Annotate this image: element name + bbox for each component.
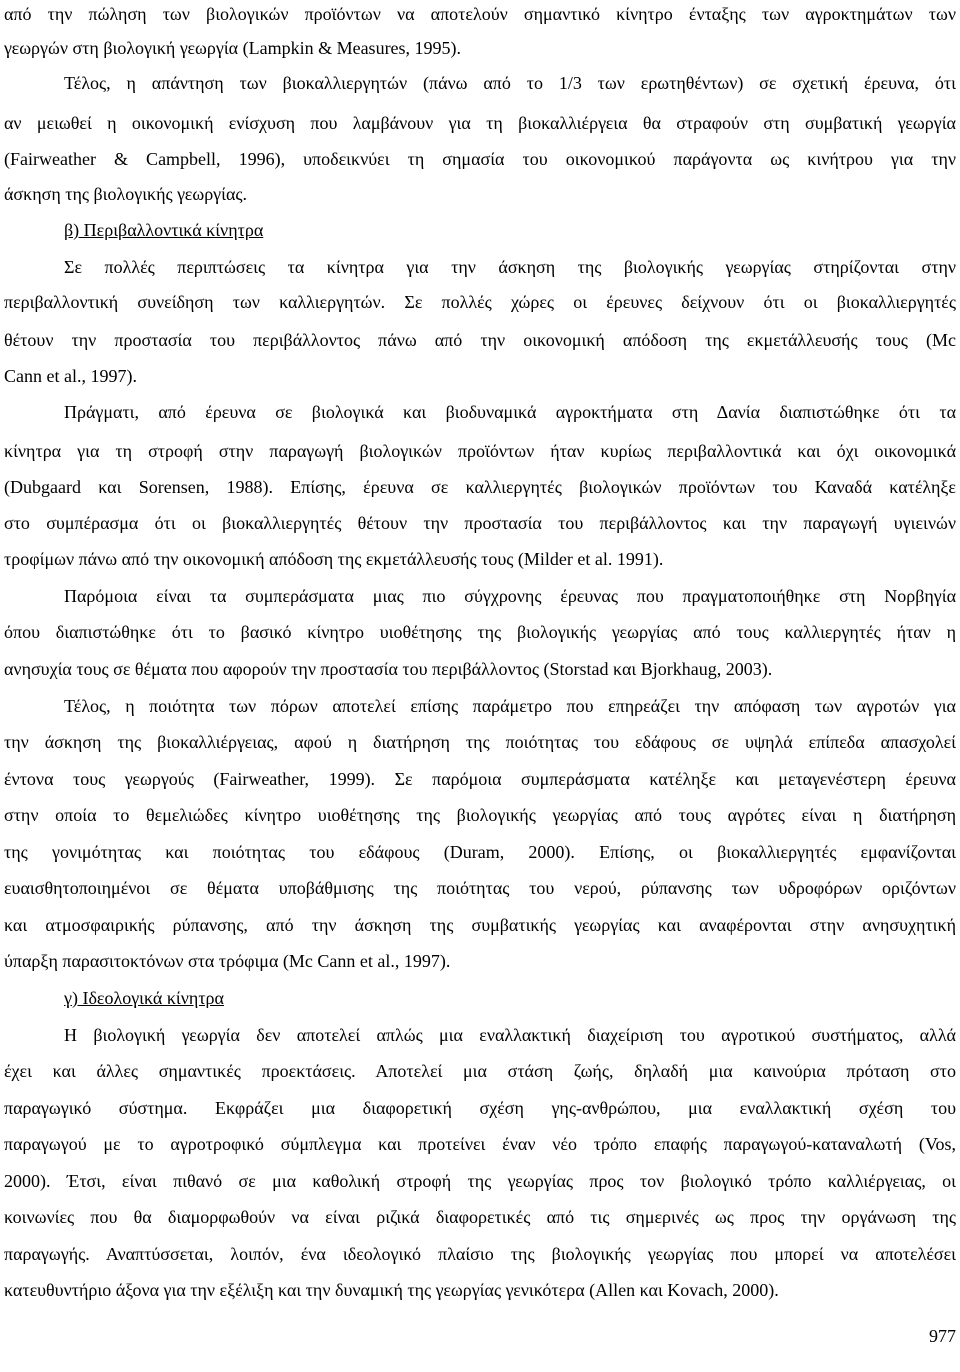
- text-line: παραγωγής. Αναπτύσσεται, λοιπόν, ένα ιδεολογικό πλαίσιο της βιολογικής γεωργίας που μπορεί να αποτελέσει: [4, 1244, 956, 1264]
- text-line: την άσκηση της βιοκαλλιέργειας, αφού η διατήρηση της ποιότητας του εδάφους σε υψηλά επίπεδα απασχολεί: [4, 732, 956, 752]
- text-line: άσκηση της βιολογικής γεωργίας.: [4, 184, 248, 204]
- text-line: περιβαλλοντική συνείδηση των καλλιεργητών. Σε πολλές χώρες οι έρευνες δείχνουν ότι οι βιοκαλλιεργητές: [4, 292, 956, 312]
- text-line: γεωργών στη βιολογική γεωργία (Lampkin & Measures, 1995).: [4, 38, 462, 58]
- section-heading-ideological: γ) Ιδεολογικά κίνητρα: [64, 988, 224, 1008]
- text-line: κοινωνίες που θα διαμορφωθούν να είναι ριζικά διαφορετικές από τις σημερινές ως προς την οργάνωση της: [4, 1207, 956, 1227]
- text-line: Σε πολλές περιπτώσεις τα κίνητρα για την άσκηση της βιολογικής γεωργίας στηρίζονται στην: [64, 257, 956, 277]
- text-line: Τέλος, η απάντηση των βιοκαλλιεργητών (πάνω από το 1/3 των ερωτηθέντων) σε σχετική έρευνα, ότι: [64, 73, 956, 93]
- text-line: κίνητρα για τη στροφή στην παραγωγή βιολογικών προϊόντων ήταν κυρίως περιβαλλοντικά και όχι οικονομικά: [4, 441, 956, 461]
- text-line: παραγωγικό σύστημα. Εκφράζει μια διαφορετική σχέση γης-ανθρώπου, μια εναλλακτική σχέση του: [4, 1098, 956, 1118]
- text-line: και ατμοσφαιρικής ρύπανσης, από την άσκηση της συμβατικής γεωργίας και αναφέρονται στην ανησυχητική: [4, 915, 956, 935]
- text-line: της γονιμότητας και ποιότητας του εδάφους (Duram, 2000). Επίσης, οι βιοκαλλιεργητές εμφανίζονται: [4, 842, 956, 862]
- text-line: ανησυχία τους σε θέματα που αφορούν την προστασία του περιβάλλοντος (Storstad και Bjorkhaug, 2003).: [4, 659, 773, 679]
- text-line: Η βιολογική γεωργία δεν αποτελεί απλώς μια εναλλακτική διαχείριση του αγροτικού συστήματος, αλλά: [64, 1025, 956, 1045]
- text-line: ύπαρξη παρασιτοκτόνων στα τρόφιμα (Mc Cann et al., 1997).: [4, 951, 451, 971]
- text-line: στο συμπέρασμα ότι οι βιοκαλλιεργητές θέτουν την προστασία του περιβάλλοντος και την παραγωγή υγιεινών: [4, 513, 956, 533]
- text-line: τροφίμων πάνω από την οικονομική απόδοση της εκμετάλλευσής τους (Milder et al. 1991).: [4, 549, 664, 569]
- text-line: έντονα τους γεωργούς (Fairweather, 1999). Σε παρόμοια συμπεράσματα κατέληξε και μεταγενέστερη έρευνα: [4, 769, 956, 789]
- text-line: 2000). Έτσι, είναι πιθανό σε μια καθολική στροφή της γεωργίας προς τον βιολογικό τρόπο καλλιέργειας, οι: [4, 1171, 956, 1191]
- text-line: Παρόμοια είναι τα συμπεράσματα μιας πιο σύγχρονης έρευνας που πραγματοποιήθηκε στη Νορβηγία: [64, 586, 956, 606]
- page-number: 977: [929, 1326, 956, 1346]
- text-line: Πράγματι, από έρευνα σε βιολογικά και βιοδυναμικά αγροκτήματα στη Δανία διαπιστώθηκε ότι τα: [64, 402, 956, 422]
- text-line: παραγωγού με το αγροτροφικό σύμπλεγμα και προτείνει έναν νέο τρόπο επαφής παραγωγού-καταναλωτή (Vos,: [4, 1134, 956, 1154]
- text-line: κατευθυντήριο άξονα για την εξέλιξη και την δυναμική της γεωργίας γενικότερα (Allen και Kovach, 2000).: [4, 1280, 779, 1300]
- text-line: στην οποία το θεμελιώδες κίνητρο υιοθέτησης της βιολογικής γεωργίας από τους αγρότες είναι η διατήρηση: [4, 805, 956, 825]
- text-line: (Dubgaard και Sorensen, 1988). Επίσης, έρευνα σε καλλιεργητές βιολογικών προϊόντων του Καναδά κατέληξε: [4, 477, 956, 497]
- text-line: θέτουν την προστασία του περιβάλλοντος πάνω από την οικονομική απόδοση της εκμετάλλευσής τους (Mc: [4, 330, 956, 350]
- text-line: όπου διαπιστώθηκε ότι το βασικό κίνητρο υιοθέτησης της βιολογικής γεωργίας από τους καλλιεργητές ήταν η: [4, 622, 956, 642]
- text-line: Τέλος, η ποιότητα των πόρων αποτελεί επίσης παράμετρο που επηρεάζει την απόφαση των αγροτών για: [64, 696, 956, 716]
- text-line: αν μειωθεί η οικονομική ενίσχυση που λαμβάνουν για τη βιοκαλλιέργεια θα στραφούν στη συμβατική γεωργία: [4, 113, 956, 133]
- section-heading-environmental: β) Περιβαλλοντικά κίνητρα: [64, 220, 264, 240]
- text-line: ευαισθητοποιημένοι σε θέματα υποβάθμισης της ποιότητας του νερού, ρύπανσης των υδροφόρων οριζόντων: [4, 878, 956, 898]
- text-line: από την πώληση των βιολογικών προϊόντων να αποτελούν σημαντικό κίνητρο ένταξης των αγροκτημάτων των: [4, 4, 956, 24]
- text-line: Cann et al., 1997).: [4, 366, 137, 386]
- text-line: έχει και άλλες σημαντικές προεκτάσεις. Αποτελεί μια στάση ζωής, δηλαδή μια καινούρια πρόταση στο: [4, 1061, 956, 1081]
- text-line: (Fairweather & Campbell, 1996), υποδεικνύει τη σημασία του οικονομικού παράγοντα ως κινήτρου για την: [4, 149, 956, 169]
